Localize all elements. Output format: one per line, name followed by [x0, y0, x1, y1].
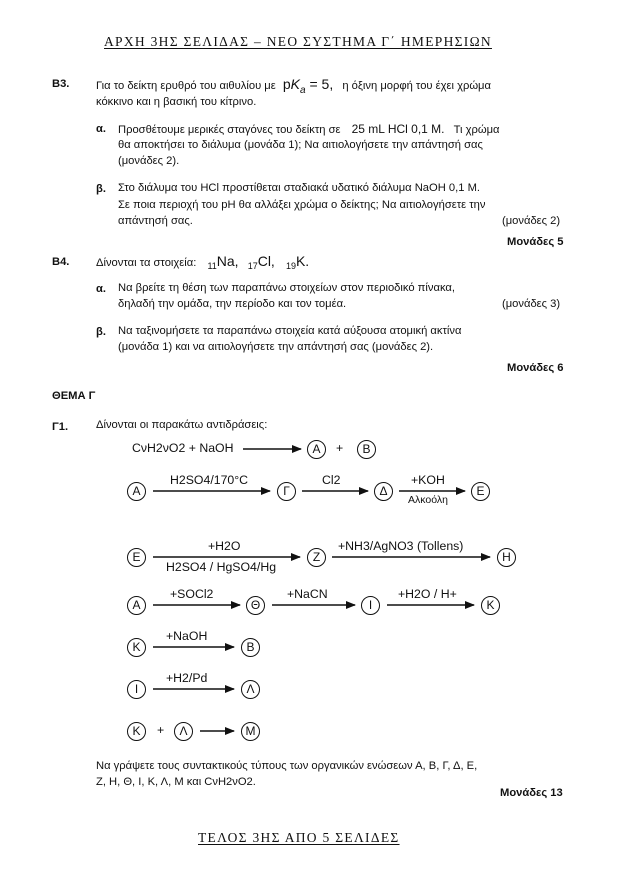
g1-question-line2: Ζ, Η, Θ, Ι, Κ, Λ, Μ και CνH2νO2.: [96, 776, 256, 788]
b3-intro-line2: κόκκινο και η βασική του κίτρινο.: [96, 96, 257, 108]
section-title: ΘΕΜΑ Γ: [52, 390, 96, 402]
b3-b-marks: (μονάδες 2): [502, 215, 561, 227]
compound-I-r6: Ι: [127, 680, 146, 699]
b4-b-line1: Να ταξινομήσετε τα παραπάνω στοιχεία κατά αύξουσα ατομική ακτίνα: [118, 325, 462, 337]
b3-total-marks: Μονάδες 5: [507, 236, 564, 248]
compound-A-r1: Α: [307, 440, 326, 459]
compound-H: Η: [497, 548, 516, 567]
page-footer: ΤΕΛΟΣ 3ΗΣ ΑΠΟ 5 ΣΕΛΙΔΕΣ: [198, 830, 400, 845]
question-number-b3: Β3.: [52, 78, 70, 90]
r6-reagent-h2-pd: +H2/Pd: [166, 671, 208, 685]
b4-a-marks: (μονάδες 3): [502, 298, 561, 310]
b3-a-label: α.: [96, 123, 106, 135]
r3-reagent-h2o: +H2O: [208, 539, 241, 553]
b4-b-label: β.: [96, 326, 106, 338]
r4-reagent-h2o-h: +H2O / H+: [398, 587, 457, 601]
compound-A-r4: Α: [127, 596, 146, 615]
compound-B-r5: Β: [241, 638, 260, 657]
element-k: $_{19}$K.: [285, 253, 310, 272]
g1-question-line1: Να γράψετε τους συντακτικούς τύπους των οργανικών ενώσεων Α, Β, Γ, Δ, Ε,: [96, 760, 478, 772]
compound-K-r7: Κ: [127, 722, 146, 741]
b4-a-line1: Να βρείτε τη θέση των παραπάνω στοιχείων στον περιοδικό πίνακα,: [118, 282, 455, 294]
element-cl: $_{17}$Cl,: [247, 253, 275, 272]
b3-a-line1: Προσθέτουμε μερικές σταγόνες του δείκτη σε 25 mL HCl 0,1 M. Τι χρώμα: [118, 122, 500, 136]
hcl-volume: 25 mL HCl 0,1 M.: [351, 122, 445, 136]
b4-total-marks: Μονάδες 6: [507, 362, 564, 374]
b3-b-line1: Στο διάλυμα του HCl προστίθεται σταδιακά υδατικό διάλυμα NaOH 0,1 M.: [118, 182, 481, 194]
compound-A-r2: Α: [127, 482, 146, 501]
r1-plus: +: [336, 441, 344, 455]
b4-a-line2: δηλαδή την ομάδα, την περίοδο και τον τομέα.: [118, 298, 347, 310]
b4-b-line2: (μονάδα 1) και να αιτιολογήσετε την απάντησή σας (μονάδες 2).: [118, 341, 434, 353]
r1-lhs: CνH2νO2 + NaOH: [132, 441, 234, 455]
compound-E-r3: Ε: [127, 548, 146, 567]
r2-reagent-alcohol: Αλκοόλη: [408, 494, 448, 506]
b3-intro-b: η όξινη μορφή του έχει χρώμα: [342, 80, 491, 92]
compound-L-r7: Λ: [174, 722, 193, 741]
pka-expression: $pK_a = 5$,: [282, 76, 334, 96]
b3-a-line2: θα αποκτήσει το διάλυμα (μονάδα 1); Να αιτιολογήσετε την απάντησή σας: [118, 139, 483, 151]
page-header: ΑΡΧΗ 3ΗΣ ΣΕΛΙΔΑΣ – ΝΕΟ ΣΥΣΤΗΜΑ Γ΄ ΗΜΕΡΗΣΙΩΝ: [104, 34, 492, 49]
compound-M: Μ: [241, 722, 260, 741]
compound-D: Δ: [374, 482, 393, 501]
b3-b-label: β.: [96, 183, 106, 195]
compound-K-r5: Κ: [127, 638, 146, 657]
element-na: $_{11}$Na,: [207, 253, 239, 272]
compound-E-r2: Ε: [471, 482, 490, 501]
g1-intro: Δίνονται οι παρακάτω αντιδράσεις:: [96, 419, 268, 431]
b3-b-line2: Σε ποια περιοχή του pH θα αλλάξει χρώμα ο δείκτης; Να αιτιολογήσετε την: [118, 199, 486, 211]
r2-reagent-koh: +KOH: [411, 473, 445, 487]
question-number-b4: Β4.: [52, 256, 70, 268]
compound-I-r4: Ι: [361, 596, 380, 615]
r4-reagent-socl2: +SOCl2: [170, 587, 214, 601]
compound-L-r6: Λ: [241, 680, 260, 699]
r3-reagent-catalyst: H2SO4 / HgSO4/Hg: [166, 560, 277, 574]
b3-a-line3: (μονάδες 2).: [118, 155, 180, 167]
compound-G: Γ: [277, 482, 296, 501]
compound-B-r1: Β: [357, 440, 376, 459]
r3-reagent-tollens: +NH3/AgNO3 (Tollens): [338, 539, 464, 553]
b3-intro-a: Για το δείκτη ερυθρό του αιθυλίου με: [96, 80, 276, 92]
b3-b-line3: απάντησή σας.: [118, 215, 193, 227]
compound-TH: Θ: [246, 596, 265, 615]
r4-reagent-nacn: +NaCN: [287, 587, 328, 601]
g1-total-marks: Μονάδες 13: [500, 787, 563, 799]
b4-a-label: α.: [96, 283, 106, 295]
r7-plus: +: [157, 723, 165, 737]
b4-intro: Δίνονται τα στοιχεία: $_{11}$Na, $_{17}$Cl, $_{19}$K.: [96, 253, 310, 272]
r5-reagent-naoh: +NaOH: [166, 629, 208, 643]
compound-Z: Ζ: [307, 548, 326, 567]
r2-reagent-h2so4: H2SO4/170°C: [170, 473, 249, 487]
r2-reagent-cl2: Cl2: [322, 473, 341, 487]
compound-K-r4: Κ: [481, 596, 500, 615]
question-number-g1: Γ1.: [52, 421, 69, 433]
